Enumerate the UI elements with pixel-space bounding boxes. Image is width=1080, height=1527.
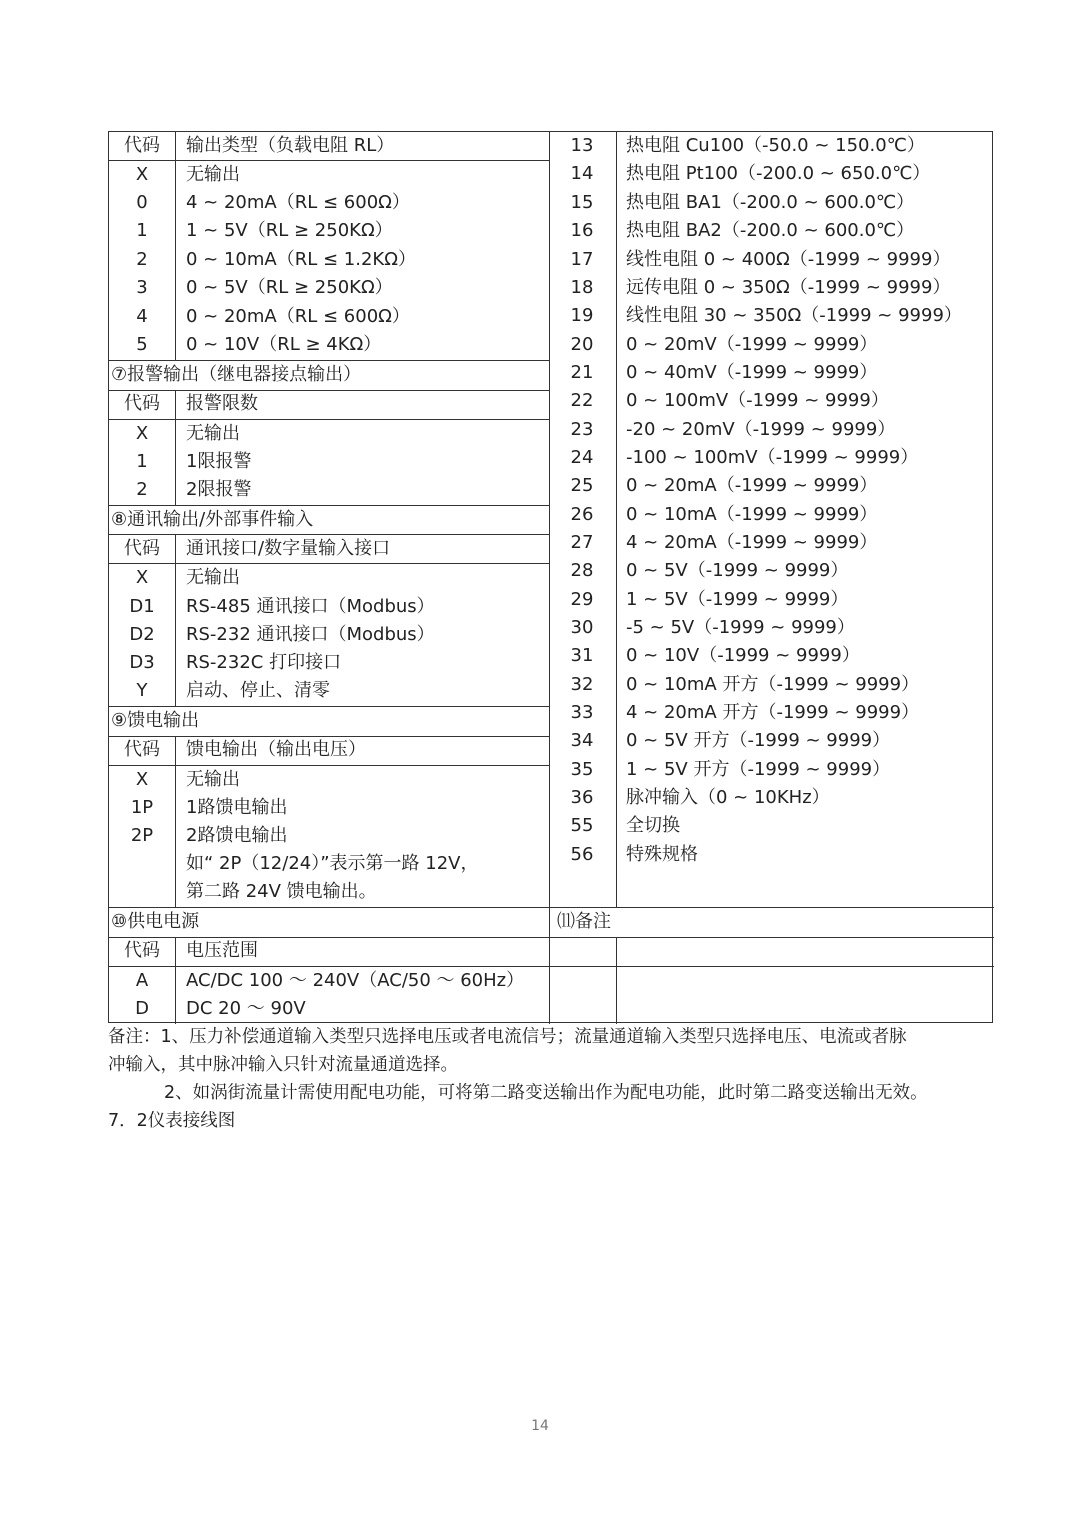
input-code: 27	[570, 532, 594, 553]
input-code: 36	[570, 787, 594, 808]
comm-desc: 无输出	[186, 567, 240, 588]
col-divider-left	[175, 534, 176, 706]
row-divider	[109, 907, 994, 908]
comm-code: D2	[129, 624, 155, 645]
input-code: 25	[570, 475, 594, 496]
input-code: 13	[570, 135, 594, 156]
comm-section-title: ⑧通讯输出/外部事件输入	[111, 509, 314, 530]
input-code: 24	[570, 447, 594, 468]
input-desc: 热电阻 Pt100（-200.0 ~ 650.0℃）	[626, 163, 931, 184]
alarm-code: X	[135, 423, 149, 444]
input-code: 21	[570, 362, 594, 383]
comm-desc: RS-485 通讯接口（Modbus）	[186, 596, 435, 617]
input-code: 31	[570, 645, 594, 666]
input-code: 17	[570, 249, 594, 270]
col-divider-left	[175, 390, 176, 505]
row-divider	[109, 390, 549, 391]
spec-table	[108, 131, 993, 1023]
input-desc: 0 ~ 10V（-1999 ~ 9999）	[626, 645, 860, 666]
remarks-section-title: ⑾备注	[557, 911, 611, 932]
feed-header-desc: 馈电输出（输出电压）	[186, 739, 366, 760]
input-code: 32	[570, 674, 594, 695]
output-header-desc: 输出类型（负载电阻 RL）	[186, 135, 395, 156]
output-header-code: 代码	[124, 135, 160, 156]
output-code: 0	[136, 192, 148, 213]
input-code: 34	[570, 730, 594, 751]
feed-code: X	[135, 769, 149, 790]
row-divider	[109, 419, 549, 420]
input-desc: 线性电阻 0 ~ 400Ω（-1999 ~ 9999）	[626, 249, 951, 270]
input-code: 26	[570, 504, 594, 525]
input-desc: 0 ~ 20mA（-1999 ~ 9999）	[626, 475, 878, 496]
output-code: 2	[136, 249, 148, 270]
input-desc: 0 ~ 10mA 开方（-1999 ~ 9999）	[626, 674, 920, 695]
alarm-desc: 2限报警	[186, 479, 252, 500]
alarm-section-title: ⑦报警输出（继电器接点输出）	[111, 364, 362, 385]
input-desc: 全切换	[626, 815, 680, 836]
alarm-header-desc: 报警限数	[186, 393, 258, 414]
input-code: 29	[570, 589, 594, 610]
output-desc: 1 ~ 5V（RL ≥ 250KΩ）	[186, 220, 393, 241]
input-code: 16	[570, 220, 594, 241]
power-header-desc: 电压范围	[186, 940, 258, 961]
feed-code: 2P	[130, 825, 154, 846]
input-desc: 0 ~ 5V（-1999 ~ 9999）	[626, 560, 849, 581]
input-desc: 热电阻 Cu100（-50.0 ~ 150.0℃）	[626, 135, 925, 156]
col-divider-right	[616, 132, 617, 907]
output-code: X	[135, 164, 149, 185]
input-code: 33	[570, 702, 594, 723]
comm-header-code: 代码	[124, 538, 160, 559]
alarm-header-code: 代码	[124, 393, 160, 414]
row-divider	[109, 160, 549, 161]
input-code: 19	[570, 305, 594, 326]
alarm-code: 1	[136, 451, 148, 472]
input-code: 56	[570, 844, 594, 865]
power-desc: AC/DC 100 ～ 240V（AC/50 ～ 60Hz）	[186, 970, 525, 991]
page-number: 14	[531, 1418, 549, 1434]
input-code: 20	[570, 334, 594, 355]
col-divider-left	[175, 937, 176, 1024]
power-code: D	[135, 998, 149, 1019]
input-desc: 远传电阻 0 ~ 350Ω（-1999 ~ 9999）	[626, 277, 951, 298]
input-desc: -100 ~ 100mV（-1999 ~ 9999）	[626, 447, 919, 468]
col-divider-left	[175, 736, 176, 907]
input-code: 35	[570, 759, 594, 780]
input-desc: 1 ~ 5V（-1999 ~ 9999）	[626, 589, 849, 610]
feed-code: 1P	[130, 797, 154, 818]
alarm-desc: 无输出	[186, 423, 240, 444]
output-desc: 0 ~ 5V（RL ≥ 250KΩ）	[186, 277, 393, 298]
output-code: 3	[136, 277, 148, 298]
comm-desc: 启动、停止、清零	[186, 680, 330, 701]
feed-note: 第二路 24V 馈电输出。	[186, 881, 377, 902]
output-desc: 4 ~ 20mA（RL ≤ 600Ω）	[186, 192, 410, 213]
comm-header-desc: 通讯接口/数字量输入接口	[186, 538, 391, 559]
comm-code: D3	[129, 652, 155, 673]
section-heading: 7．2仪表接线图	[108, 1111, 236, 1131]
output-code: 1	[136, 220, 148, 241]
power-header-code: 代码	[124, 940, 160, 961]
input-desc: 热电阻 BA1（-200.0 ~ 600.0℃）	[626, 192, 915, 213]
input-desc: 0 ~ 40mV（-1999 ~ 9999）	[626, 362, 878, 383]
feed-desc: 1路馈电输出	[186, 797, 288, 818]
input-code: 22	[570, 390, 594, 411]
output-code: 5	[136, 334, 148, 355]
row-divider	[109, 563, 549, 564]
input-desc: -5 ~ 5V（-1999 ~ 9999）	[626, 617, 855, 638]
input-desc: -20 ~ 20mV（-1999 ~ 9999）	[626, 419, 896, 440]
alarm-code: 2	[136, 479, 148, 500]
output-code: 4	[136, 306, 148, 327]
input-desc: 0 ~ 10mA（-1999 ~ 9999）	[626, 504, 878, 525]
input-desc: 特殊规格	[626, 844, 698, 865]
input-desc: 热电阻 BA2（-200.0 ~ 600.0℃）	[626, 220, 915, 241]
row-divider	[109, 765, 549, 766]
power-section-title: ⑩供电电源	[111, 911, 200, 932]
output-desc: 无输出	[186, 164, 240, 185]
feed-desc: 无输出	[186, 769, 240, 790]
feed-header-code: 代码	[124, 739, 160, 760]
comm-code: D1	[129, 596, 155, 617]
input-desc: 1 ~ 5V 开方（-1999 ~ 9999）	[626, 759, 891, 780]
input-code: 14	[570, 163, 594, 184]
input-desc: 4 ~ 20mA 开方（-1999 ~ 9999）	[626, 702, 920, 723]
feed-section-title: ⑨馈电输出	[111, 710, 200, 731]
comm-code: X	[135, 567, 149, 588]
output-desc: 0 ~ 10V（RL ≥ 4KΩ）	[186, 334, 382, 355]
input-code: 28	[570, 560, 594, 581]
input-desc: 0 ~ 5V 开方（-1999 ~ 9999）	[626, 730, 891, 751]
col-divider-left	[175, 132, 176, 360]
note-line: 冲输入，其中脉冲输入只针对流量通道选择。	[108, 1055, 458, 1075]
output-desc: 0 ~ 10mA（RL ≤ 1.2KΩ）	[186, 249, 416, 270]
input-code: 30	[570, 617, 594, 638]
input-desc: 脉冲输入（0 ~ 10KHz）	[626, 787, 830, 808]
comm-desc: RS-232 通讯接口（Modbus）	[186, 624, 435, 645]
comm-desc: RS-232C 打印接口	[186, 652, 342, 673]
note-line: 备注：1、压力补偿通道输入类型只选择电压或者电流信号；流量通道输入类型只选择电压、电流或者脉	[108, 1027, 907, 1047]
input-code: 23	[570, 419, 594, 440]
feed-note: 如“ 2P（12/24）”表示第一路 12V，	[186, 853, 479, 874]
input-desc: 线性电阻 30 ~ 350Ω（-1999 ~ 9999）	[626, 305, 962, 326]
power-code: A	[135, 970, 149, 991]
input-desc: 0 ~ 20mV（-1999 ~ 9999）	[626, 334, 878, 355]
input-code: 55	[570, 815, 594, 836]
note-line: 2、如涡街流量计需使用配电功能，可将第二路变送输出作为配电功能，此时第二路变送输出无效。	[164, 1083, 928, 1103]
output-desc: 0 ~ 20mA（RL ≤ 600Ω）	[186, 306, 410, 327]
col-divider-right	[616, 937, 617, 1024]
input-code: 18	[570, 277, 594, 298]
alarm-desc: 1限报警	[186, 451, 252, 472]
comm-code: Y	[136, 680, 148, 701]
input-desc: 4 ~ 20mA（-1999 ~ 9999）	[626, 532, 878, 553]
power-desc: DC 20 ～ 90V	[186, 998, 306, 1019]
input-code: 15	[570, 192, 594, 213]
input-desc: 0 ~ 100mV（-1999 ~ 9999）	[626, 390, 889, 411]
feed-desc: 2路馈电输出	[186, 825, 288, 846]
